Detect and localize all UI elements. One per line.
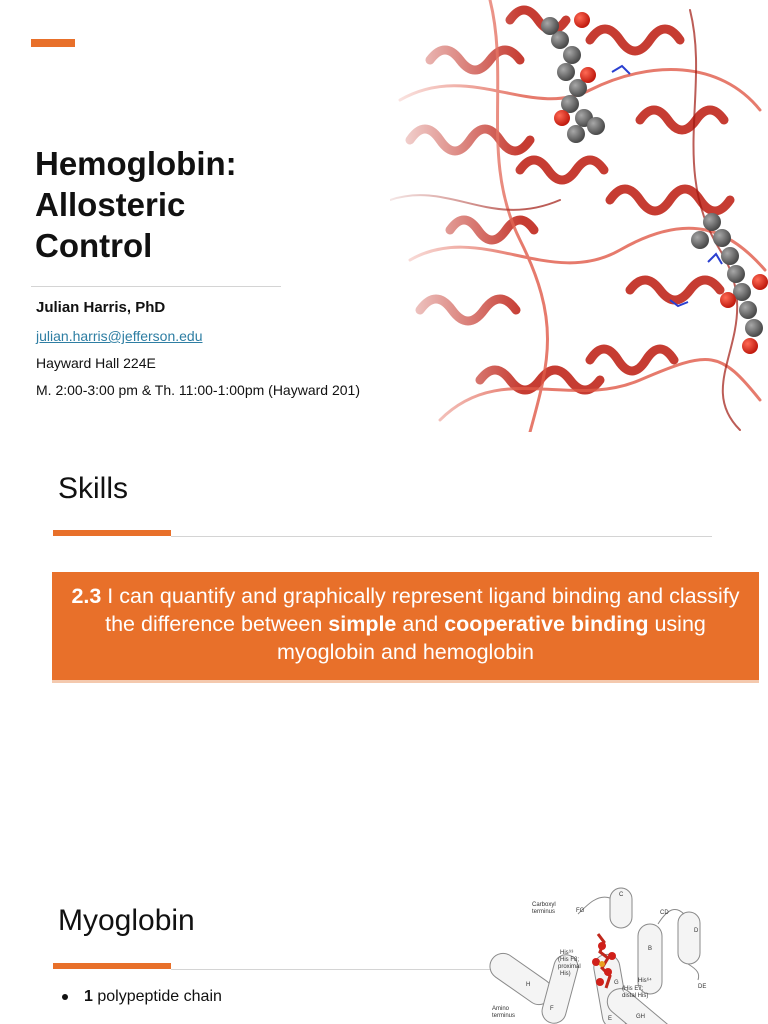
- office-hours: M. 2:00-3:00 pm & Th. 11:00-1:00pm (Hayward 201): [36, 382, 360, 398]
- label-c: C: [619, 892, 624, 898]
- skills-heading: Skills: [58, 472, 129, 505]
- myoglobin-slide: [0, 864, 768, 1024]
- bullet-dot: [62, 994, 68, 1000]
- helix-d-cylinder: [678, 912, 700, 964]
- label-fg: FG: [576, 908, 585, 914]
- label-distal: distal His): [622, 993, 649, 999]
- label-his-f8: (His F8;: [558, 957, 579, 963]
- label-his-e7: (His E7;: [622, 986, 644, 992]
- myoglobin-structure-diagram: [488, 884, 768, 1024]
- skill-bold-cooperative: cooperative binding: [444, 612, 649, 636]
- label-amino-terminus: terminus: [492, 1013, 516, 1019]
- title-slide: [0, 0, 768, 432]
- skill-number: 2.3: [71, 584, 102, 608]
- skill-text-b: using myoglobin and hemoglobin: [277, 612, 706, 664]
- label-f: F: [550, 1006, 554, 1012]
- label-carboxyl: Carboxyl: [532, 902, 556, 908]
- label-his93: His⁹³: [560, 950, 574, 956]
- title-divider: [31, 286, 281, 287]
- email-link[interactable]: julian.harris@jefferson.edu: [36, 328, 203, 344]
- myoglobin-divider: [171, 969, 491, 970]
- label-cd: CD: [660, 910, 669, 916]
- bullet-bold: 1: [84, 988, 93, 1005]
- label-carboxyl-terminus: terminus: [532, 909, 556, 915]
- label-e: E: [608, 1016, 613, 1022]
- label-his64: His⁶⁴: [638, 978, 652, 984]
- label-de: DE: [698, 984, 707, 990]
- skill-bold-simple: simple: [328, 612, 397, 636]
- skills-slide: [0, 432, 768, 864]
- myoglobin-heading: Myoglobin: [58, 904, 195, 937]
- title-accent-bar: [31, 39, 75, 47]
- presenter-name: Julian Harris, PhD: [36, 299, 166, 316]
- label-gh: GH: [636, 1014, 645, 1020]
- label-h: H: [526, 982, 531, 988]
- office-location: Hayward Hall 224E: [36, 355, 156, 371]
- skill-text-a: I can quantify and graphically represent ligand binding and classify the difference between: [101, 584, 740, 636]
- label-b: B: [648, 946, 653, 952]
- bullet-text: polypeptide chain: [92, 988, 222, 1005]
- label-d: D: [694, 928, 699, 934]
- skill-statement-box: [52, 572, 759, 680]
- slide-title: Hemoglobin: Allosteric Control: [35, 145, 237, 264]
- hemoglobin-structure-image: [390, 0, 768, 432]
- skills-accent-bar: [53, 530, 171, 536]
- skill-text-and: and: [396, 612, 445, 636]
- myoglobin-accent-bar: [53, 963, 171, 969]
- label-his: His): [560, 971, 571, 977]
- skills-divider: [171, 536, 712, 537]
- label-proximal: proximal: [558, 964, 581, 970]
- label-amino: Amino: [492, 1006, 510, 1012]
- label-g: G: [614, 980, 619, 986]
- bullet-item: [62, 988, 222, 1006]
